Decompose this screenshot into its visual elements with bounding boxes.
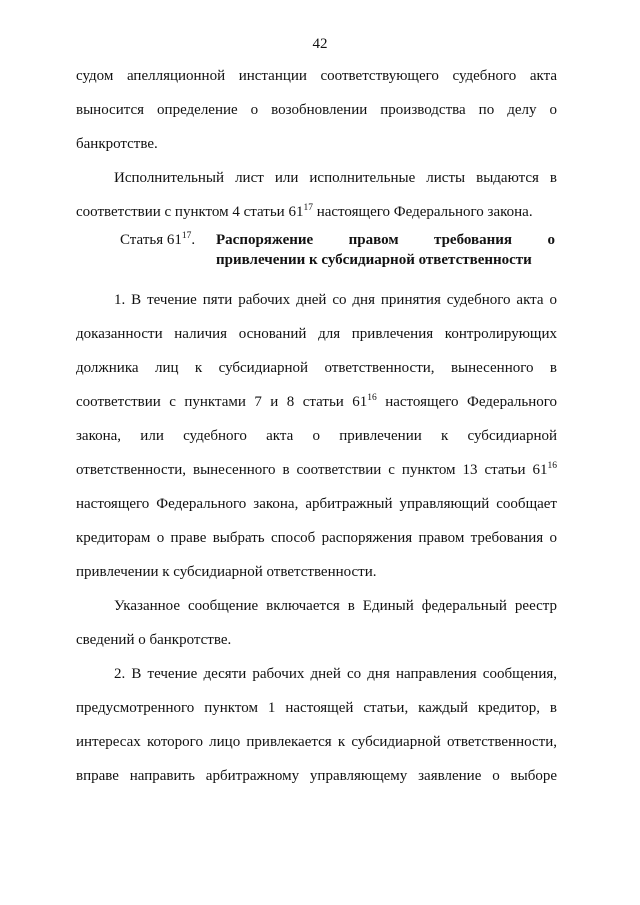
- text-line: кредиторам о праве выбрать способ распоряжения правом требования о: [76, 530, 557, 546]
- text-line: [76, 460, 557, 480]
- text-line: банкротстве.: [76, 136, 158, 152]
- text-line: выносится определение о возобновлении производства по делу о: [76, 102, 557, 118]
- text-segment: настоящего Федерального закона.: [312, 204, 533, 220]
- page-content: [76, 66, 557, 800]
- text-line: предусмотренного пунктом 1 настоящей статьи, каждый кредитор, в: [76, 700, 557, 716]
- article-number: [120, 232, 195, 249]
- paragraph-1: [76, 290, 557, 582]
- superscript: 16: [547, 461, 557, 471]
- article-heading: [76, 232, 557, 288]
- article-title-line: привлечении к субсидиарной ответственности: [216, 252, 532, 268]
- text-line: [76, 202, 557, 222]
- text-line: закона, или судебного акта о привлечении к субсидиарной: [76, 428, 557, 444]
- text-line: 1. В течение пяти рабочих дней со дня принятия судебного акта о: [114, 292, 557, 308]
- article-label-suffix: .: [191, 232, 196, 248]
- text-segment: настоящего Федерального: [376, 394, 557, 410]
- text-line: сведений о банкротстве.: [76, 632, 232, 648]
- text-line: Указанное сообщение включается в Единый федеральный реестр: [114, 598, 557, 614]
- text-line: интересах которого лицо привлекается к субсидиарной ответственности,: [76, 734, 557, 750]
- text-line: доказанности наличия оснований для привлечения контролирующих: [76, 326, 557, 342]
- article-title: [216, 232, 555, 272]
- text-line: настоящего Федерального закона, арбитражный управляющий сообщает: [76, 496, 557, 512]
- text-line: Исполнительный лист или исполнительные листы выдаются в: [114, 170, 557, 186]
- text-line: [76, 392, 557, 412]
- text-line: привлечении к субсидиарной ответственности.: [76, 564, 377, 580]
- page-number: 42: [312, 36, 328, 52]
- text-segment: соответствии с пунктом 4 статьи 61: [76, 204, 304, 220]
- text-segment: ответственности, вынесенного в соответствии с пунктом 13 статьи 61: [76, 462, 548, 478]
- superscript: 16: [367, 393, 377, 403]
- article-title-line: Распоряжение правом требования о: [216, 232, 555, 248]
- text-line: судом апелляционной инстанции соответствующего судебного акта: [76, 68, 557, 84]
- article-label-text: Статья 61: [120, 232, 182, 248]
- text-segment: соответствии с пунктами 7 и 8 статьи 61: [76, 394, 368, 410]
- superscript: 17: [181, 231, 192, 241]
- text-line: вправе направить арбитражному управляющему заявление о выборе: [76, 768, 557, 784]
- intro-paragraph: [76, 66, 557, 154]
- notice-paragraph: [76, 596, 557, 650]
- text-line: должника лиц к субсидиарной ответственности, вынесенного в: [76, 360, 557, 376]
- writ-paragraph: [76, 168, 557, 222]
- paragraph-2: [76, 664, 557, 786]
- superscript: 17: [303, 203, 313, 213]
- text-line: 2. В течение десяти рабочих дней со дня направления сообщения,: [114, 666, 557, 682]
